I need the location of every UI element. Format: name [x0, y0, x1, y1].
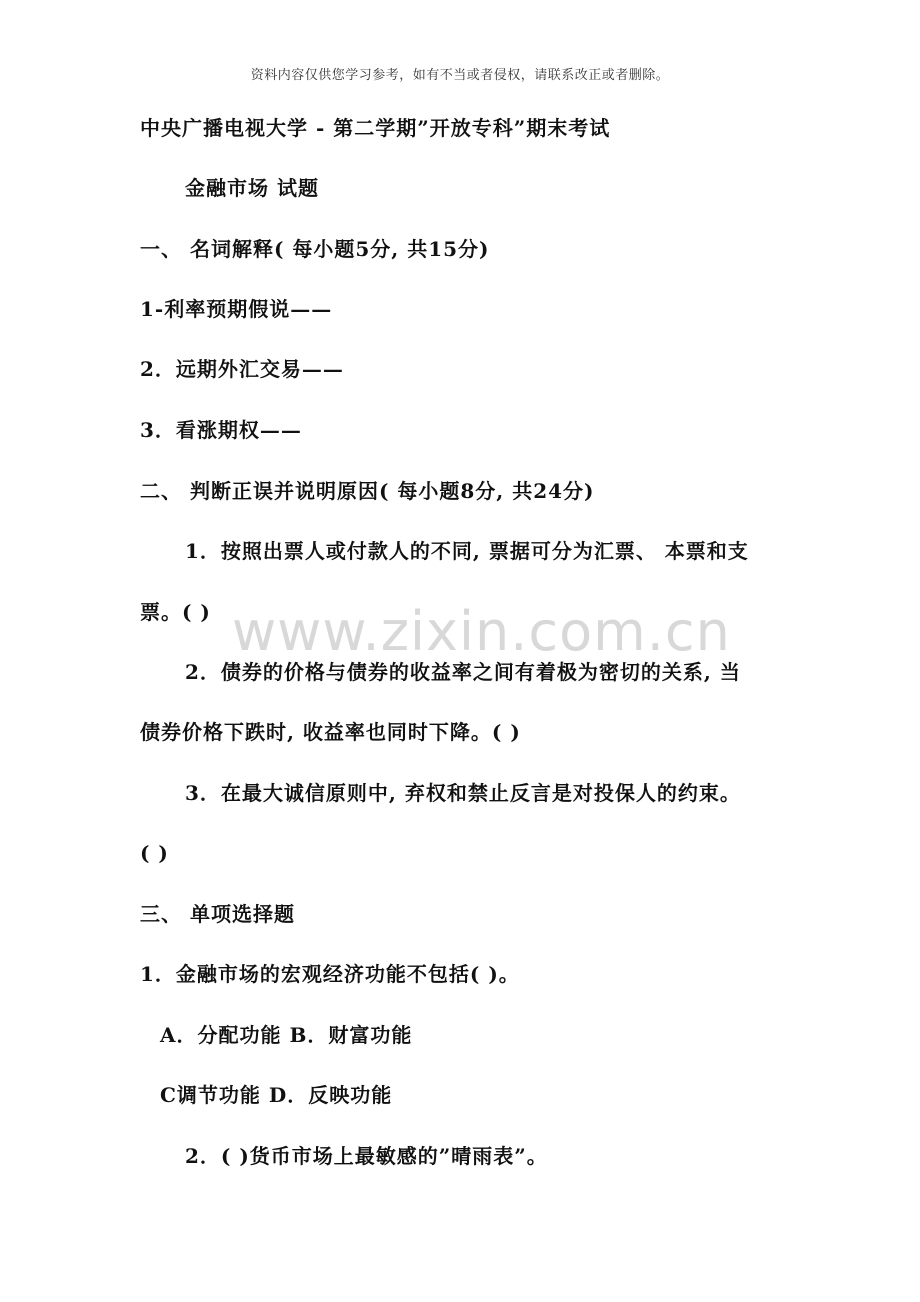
- judge-q2-line2: 债券价格下跌时, 收益率也同时下降。( ): [140, 720, 521, 744]
- exam-title: 中央广播电视大学 - 第二学期”开放专科”期末考试: [140, 116, 611, 140]
- judge-q2-line1: 2．债券的价格与债券的收益率之间有着极为密切的关系, 当: [185, 660, 741, 684]
- section-1-heading: 一、 名词解释( 每小题5分, 共15分): [140, 237, 490, 261]
- choice-q1-options-ab: A．分配功能 B．财富功能: [160, 1023, 413, 1047]
- term-item-1: 1-利率预期假说——: [140, 297, 333, 321]
- section-3-heading: 三、 单项选择题: [140, 902, 295, 926]
- choice-q1: 1．金融市场的宏观经济功能不包括( )。: [140, 962, 520, 986]
- term-item-3: 3．看涨期权——: [140, 418, 302, 442]
- judge-q1-line1: 1．按照出票人或付款人的不同, 票据可分为汇票、 本票和支: [185, 539, 749, 563]
- header-disclaimer: 资料内容仅供您学习参考，如有不当或者侵权，请联系改正或者删除。: [250, 68, 670, 83]
- subject-title: 金融市场 试题: [185, 176, 319, 200]
- section-2-heading: 二、 判断正误并说明原因( 每小题8分, 共24分): [140, 479, 595, 503]
- judge-q3-line1: 3．在最大诚信原则中, 弃权和禁止反言是对投保人的约束。: [185, 781, 741, 805]
- judge-q3-line2: ( ): [140, 841, 169, 865]
- term-item-2: 2．远期外汇交易——: [140, 357, 344, 381]
- choice-q1-options-cd: C调节功能 D．反映功能: [160, 1083, 393, 1107]
- judge-q1-line2: 票。( ): [140, 600, 211, 624]
- watermark: www.zixin.com.cn: [232, 600, 731, 663]
- choice-q2: 2．( )货币市场上最敏感的”晴雨表”。: [185, 1144, 548, 1168]
